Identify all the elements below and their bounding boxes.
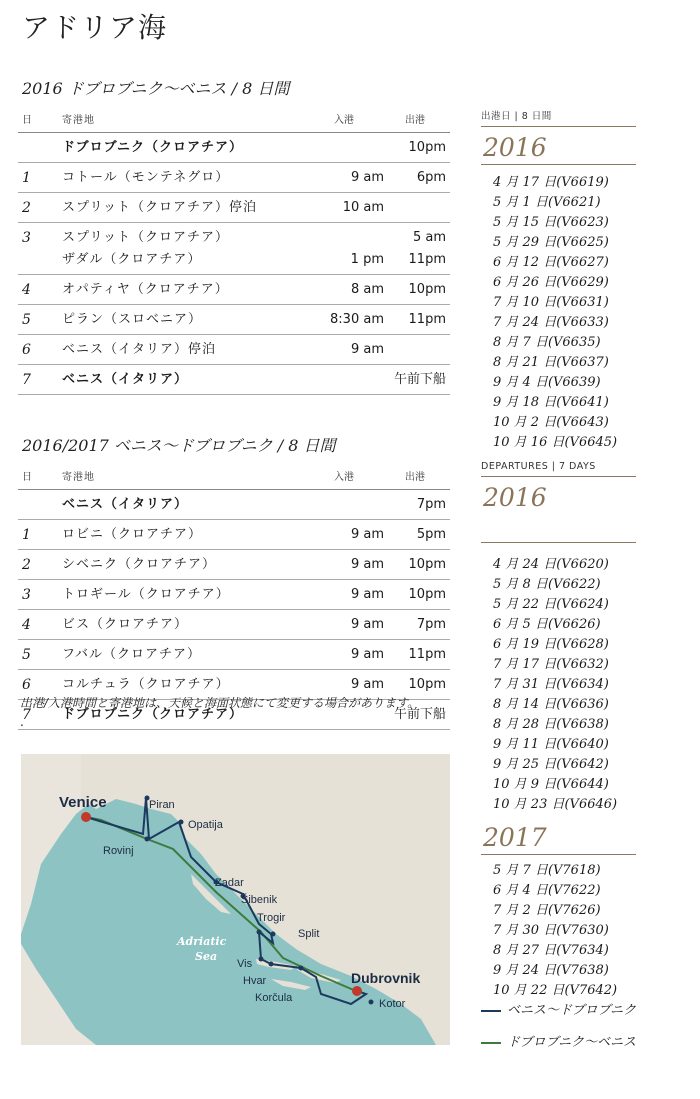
port-dot-opatija bbox=[179, 820, 184, 825]
arrive-cell: 9 am bbox=[350, 527, 384, 542]
col-arrive-header: 入港 bbox=[334, 472, 354, 483]
note-dot: . bbox=[20, 715, 24, 729]
departures-header: DEPARTURES | 7 DAYS bbox=[481, 461, 636, 477]
table-row bbox=[18, 335, 450, 365]
port-dot-vis bbox=[259, 957, 264, 962]
arrive-cell: 9 am bbox=[350, 617, 384, 632]
day-cell: 2 bbox=[22, 557, 31, 573]
arrive-cell: 9 am bbox=[350, 587, 384, 602]
col-day-header: 日 bbox=[22, 115, 32, 126]
label-split: Split bbox=[298, 928, 320, 940]
port-cell: コトール（モンテネグロ） bbox=[62, 170, 230, 185]
port-cell: スプリット（クロアチア）停泊 bbox=[62, 200, 257, 215]
depart-cell: 5pm bbox=[416, 527, 446, 542]
col-day-header: 日 bbox=[22, 472, 32, 483]
day-cell: 5 bbox=[22, 312, 31, 328]
port-cell: コルチュラ（クロアチア） bbox=[62, 677, 230, 692]
departure-date: 8 月 27 日(V7634) bbox=[493, 943, 609, 958]
port-name: スプリット（クロアチア） bbox=[62, 230, 229, 245]
table-row bbox=[18, 580, 450, 610]
port-dot-rovinj bbox=[145, 837, 150, 842]
page-title: アドリア海 bbox=[22, 11, 168, 44]
port-dot-dubrovnik bbox=[352, 986, 362, 996]
label-trogir: Trogir bbox=[257, 912, 286, 924]
day-cell: 1 bbox=[22, 170, 31, 186]
day-cell: 5 bbox=[22, 647, 31, 663]
departure-date: 9 月 11 日(V6640) bbox=[493, 737, 609, 752]
table-row bbox=[18, 610, 450, 640]
col-port-header: 寄港地 bbox=[62, 472, 95, 483]
depart-cell: 6pm bbox=[416, 170, 446, 185]
port-cell: ベニス（イタリア） bbox=[62, 497, 189, 512]
departure-date: 5 月 1 日(V6621) bbox=[493, 195, 601, 210]
arrive-cell: 9 am bbox=[350, 342, 384, 357]
table-row bbox=[18, 193, 450, 223]
departure-date: 8 月 7 日(V6635) bbox=[493, 335, 601, 350]
label-dubrovnik: Dubrovnik bbox=[351, 970, 421, 986]
legend-item-blue bbox=[481, 999, 681, 1018]
day-cell: 3 bbox=[22, 230, 31, 246]
col-depart-header: 出港 bbox=[405, 115, 425, 126]
departure-date: 10 月 9 日(V6644) bbox=[493, 777, 609, 792]
depart-cell: 10pm bbox=[408, 282, 446, 297]
departure-date: 9 月 18 日(V6641) bbox=[493, 395, 609, 410]
depart-cell: 7pm bbox=[416, 617, 446, 632]
label-zadar: Zadar bbox=[215, 877, 244, 889]
depart-cell bbox=[384, 228, 450, 270]
table-row bbox=[18, 550, 450, 580]
day-cell: 2 bbox=[22, 200, 31, 216]
departures-8-days bbox=[481, 108, 636, 453]
port-cell: ビス（クロアチア） bbox=[62, 617, 189, 632]
port-cell: シベニク（クロアチア） bbox=[62, 557, 217, 572]
departure-date: 5 月 15 日(V6623) bbox=[493, 215, 609, 230]
departure-date: 5 月 29 日(V6625) bbox=[493, 235, 609, 250]
departure-date: 5 月 7 日(V7618) bbox=[493, 863, 601, 878]
depart-time: 11pm bbox=[408, 252, 446, 267]
day-cell: 7 bbox=[22, 707, 31, 723]
departure-date: 6 月 4 日(V7622) bbox=[493, 883, 601, 898]
label-venice: Venice bbox=[59, 794, 107, 811]
port-dot-split bbox=[271, 932, 276, 937]
table-row bbox=[18, 223, 450, 275]
label-opatija: Opatija bbox=[188, 819, 223, 831]
port-name: ザダル（クロアチア） bbox=[62, 252, 202, 267]
port-dot-korcula bbox=[299, 966, 304, 971]
day-cell: 4 bbox=[22, 617, 31, 633]
label-sibenik: Šibenik bbox=[241, 894, 278, 906]
port-cell: フバル（クロアチア） bbox=[62, 647, 201, 662]
table-row bbox=[18, 520, 450, 550]
departure-date: 7 月 31 日(V6634) bbox=[493, 677, 609, 692]
departure-date: 5 月 22 日(V6624) bbox=[493, 597, 609, 612]
table-row bbox=[18, 490, 450, 520]
departures-header: 出港日 | 8 日間 bbox=[481, 108, 636, 127]
itinerary-title-1: 2016 ドブロブニク〜ベニス / 8 日間 bbox=[22, 79, 290, 98]
departure-date: 10 月 22 日(V7642) bbox=[493, 983, 618, 998]
arrive-cell: 8 am bbox=[350, 282, 384, 297]
itinerary-title-2: 2016/2017 ベニス〜ドブロブニク / 8 日間 bbox=[22, 436, 336, 455]
label-piran: Piran bbox=[149, 799, 175, 811]
depart-cell: 7pm bbox=[416, 497, 446, 512]
depart-cell: 10pm bbox=[408, 677, 446, 692]
departure-date: 6 月 26 日(V6629) bbox=[493, 275, 609, 290]
departure-date: 6 月 12 日(V6627) bbox=[493, 255, 609, 270]
label-korcula: Korčula bbox=[255, 992, 293, 1004]
year-heading-2017: 2017 bbox=[481, 817, 636, 855]
day-cell: 7 bbox=[22, 372, 31, 388]
depart-cell: 午前下船 bbox=[393, 707, 446, 722]
port-cell bbox=[62, 228, 304, 270]
table-row bbox=[18, 305, 450, 335]
arrive-cell: 9 am bbox=[350, 170, 384, 185]
port-dot-venice bbox=[81, 812, 91, 822]
departure-date: 7 月 2 日(V7626) bbox=[493, 903, 601, 918]
itinerary-table-1 bbox=[18, 76, 450, 395]
departure-date: 7 月 17 日(V6632) bbox=[493, 657, 609, 672]
departure-date: 6 月 5 日(V6626) bbox=[493, 617, 601, 632]
departure-date: 9 月 4 日(V6639) bbox=[493, 375, 601, 390]
depart-cell: 午前下船 bbox=[393, 372, 446, 387]
departure-date: 8 月 21 日(V6637) bbox=[493, 355, 609, 370]
day-cell: 6 bbox=[22, 342, 31, 358]
arrive-time: 1 pm bbox=[350, 252, 384, 267]
depart-cell: 10pm bbox=[408, 557, 446, 572]
depart-cell: 11pm bbox=[408, 312, 446, 327]
day-cell: 1 bbox=[22, 527, 31, 543]
departure-date: 4 月 17 日(V6619) bbox=[493, 175, 609, 190]
year-heading: 2016 bbox=[481, 127, 636, 165]
arrive-cell: 8:30 am bbox=[330, 312, 384, 327]
day-cell: 4 bbox=[22, 282, 31, 298]
label-kotor: Kotor bbox=[379, 998, 406, 1010]
departure-date: 10 月 2 日(V6643) bbox=[493, 415, 609, 430]
table-row bbox=[18, 163, 450, 193]
departure-date: 7 月 24 日(V6633) bbox=[493, 315, 609, 330]
arrive-time bbox=[304, 228, 384, 248]
depart-time: 5 am bbox=[412, 230, 446, 245]
day-cell: 3 bbox=[22, 587, 31, 603]
port-dot-kotor bbox=[369, 1000, 374, 1005]
port-cell: ドブロブニク（クロアチア） bbox=[62, 707, 243, 722]
schedule-note: 出港/入港時間と寄港地は、天候と海面状態にて変更する場合があります。 bbox=[20, 696, 420, 710]
year-heading: 2016 bbox=[483, 483, 547, 512]
departure-date: 10 月 16 日(V6645) bbox=[493, 435, 618, 450]
port-cell: ロビニ（クロアチア） bbox=[62, 527, 203, 542]
label-sea-2: Sea bbox=[195, 950, 218, 963]
departure-date: 7 月 30 日(V7630) bbox=[493, 923, 609, 938]
table-header bbox=[18, 109, 450, 133]
arrive-cell: 9 am bbox=[350, 557, 384, 572]
depart-cell: 10pm bbox=[408, 140, 446, 155]
arrive-cell: 10 am bbox=[342, 200, 384, 215]
itinerary-table-2 bbox=[18, 433, 450, 730]
label-vis: Vis bbox=[237, 958, 253, 970]
departure-date: 6 月 19 日(V6628) bbox=[493, 637, 609, 652]
legend-swatch bbox=[481, 1010, 501, 1012]
col-arrive-header: 入港 bbox=[334, 115, 354, 126]
departure-date: 9 月 25 日(V6642) bbox=[493, 757, 609, 772]
day-cell: 6 bbox=[22, 677, 31, 693]
legend-swatch bbox=[481, 1042, 501, 1044]
table-row bbox=[18, 365, 450, 395]
arrive-cell bbox=[304, 228, 384, 270]
label-rovinj: Rovinj bbox=[103, 845, 134, 857]
depart-cell: 11pm bbox=[408, 647, 446, 662]
col-depart-header: 出港 bbox=[405, 472, 425, 483]
departure-date: 4 月 24 日(V6620) bbox=[493, 557, 609, 572]
departure-date: 8 月 14 日(V6636) bbox=[493, 697, 609, 712]
legend-label: ドブロブニク〜ベニス bbox=[507, 1035, 636, 1050]
port-cell: ベニス（イタリア）停泊 bbox=[62, 342, 217, 357]
departure-date: 5 月 8 日(V6622) bbox=[493, 577, 601, 592]
port-cell: ベニス（イタリア） bbox=[62, 372, 189, 387]
route-map bbox=[21, 754, 450, 1045]
legend-label: ベニス〜ドブロブニク bbox=[507, 1003, 636, 1018]
departures-7-days bbox=[481, 461, 636, 1001]
departure-date: 7 月 10 日(V6631) bbox=[493, 295, 609, 310]
arrive-cell: 9 am bbox=[350, 677, 384, 692]
legend-item-green bbox=[481, 1031, 681, 1050]
table-row bbox=[18, 133, 450, 163]
table-header bbox=[18, 466, 450, 490]
table-row bbox=[18, 640, 450, 670]
port-cell: オパティヤ（クロアチア） bbox=[62, 282, 229, 297]
col-port-header: 寄港地 bbox=[62, 115, 95, 126]
port-dot-hvar bbox=[269, 962, 274, 967]
port-dot-trogir bbox=[257, 930, 262, 935]
departure-date: 9 月 24 日(V7638) bbox=[493, 963, 609, 978]
port-cell: ピラン（スロベニア） bbox=[62, 312, 203, 327]
table-row bbox=[18, 275, 450, 305]
departure-date: 10 月 23 日(V6646) bbox=[493, 797, 618, 812]
port-cell: ドブロブニク（クロアチア） bbox=[62, 140, 243, 155]
label-hvar: Hvar bbox=[243, 975, 267, 987]
arrive-cell: 9 am bbox=[350, 647, 384, 662]
label-sea-1: Adriatic bbox=[177, 935, 227, 948]
departure-date: 8 月 28 日(V6638) bbox=[493, 717, 609, 732]
depart-cell: 10pm bbox=[408, 587, 446, 602]
port-cell: トロギール（クロアチア） bbox=[62, 587, 230, 602]
